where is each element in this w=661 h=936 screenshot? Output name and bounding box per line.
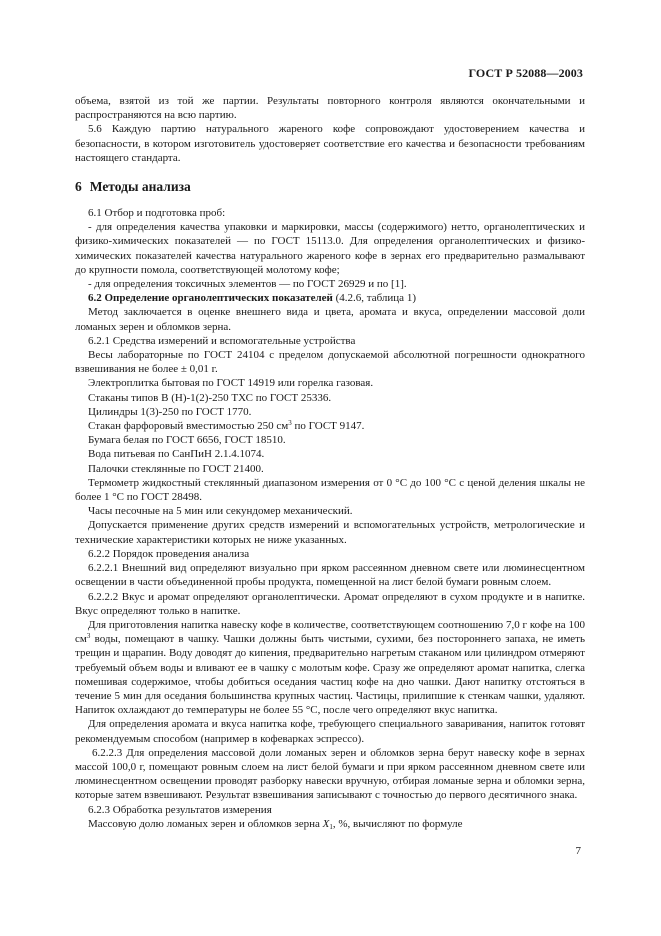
subsection-title: 6.2 Определение органолептических показателей <box>88 292 333 305</box>
paragraph: Электроплитка бытовая по ГОСТ 14919 или горелка газовая. <box>88 377 374 390</box>
paragraph: Метод заключается в оценке внешнего вида и цвета, аромата и вкуса, определении массовой доли ломаных зерен и обломков зерна. <box>75 306 585 333</box>
paragraph <box>75 618 585 717</box>
paragraph: - для определения токсичных элементов — по ГОСТ 26929 и по [1]. <box>88 278 407 291</box>
paragraph: 6.2.2.3 Для определения массовой доли ломаных зерен и обломков зерна берут навеску кофе в зернах массой 100,0 г, помещают ровным слоем на лист белой бумаги и при ярком рассеянном дневном свете или люминесцентном освещении проводят разборку навески вручную, отбирая ломаные зерна и обломки зерна, которые затем взвешивают. Результат взвешивания записывают с точностью до первого десятичного знака. <box>75 746 585 802</box>
paragraph: 6.2.1 Средства измерений и вспомогательные устройства <box>88 334 356 347</box>
paragraph: Стаканы типов В (Н)-1(2)-250 ТХС по ГОСТ 25336. <box>88 391 332 404</box>
paragraph: Часы песочные на 5 мин или секундомер механический. <box>88 505 353 518</box>
paragraph: Допускается применение других средств измерений и вспомогательных устройств, метрологические и технические характеристики которых не ниже указанных. <box>75 519 585 546</box>
paragraph: 6.2.2.2 Вкус и аромат определяют органолептически. Аромат определяют в сухом продукте и в напитке. Вкус определяют только в напитке. <box>75 590 585 617</box>
section-title: Методы анализа <box>89 179 191 195</box>
paragraph: 6.2.3 Обработка результатов измерения <box>88 803 272 816</box>
section-heading <box>75 179 585 195</box>
text-run: Массовую долю ломаных зерен и обломков зерна <box>88 817 323 830</box>
superscript: 3 <box>86 632 91 641</box>
text-run: Для приготовления напитка навеску кофе в количестве, соответствующем соотношению 7,0 г кофе на 100 см <box>75 618 585 646</box>
subscript: 1 <box>329 822 333 831</box>
paragraph: - для определения качества упаковки и маркировки, массы (содержимого) нетто, органолептических и физико-химических показателей — по ГОСТ 15113.0. Для определения органолептических и физико-химических показателей качества натурального жареного кофе в зернах его предварительно размалывают до крупности помола, соответствующей молотому кофе; <box>75 221 585 276</box>
subsection-ref: (4.2.6, таблица 1) <box>332 292 416 305</box>
superscript: 3 <box>288 419 292 428</box>
paragraph: объема, взятой из той же партии. Результаты повторного контроля являются окончательными и распространяются на всю партию. <box>75 95 585 122</box>
paragraph: Палочки стеклянные по ГОСТ 21400. <box>88 462 264 475</box>
document-body <box>75 94 585 831</box>
paragraph: Бумага белая по ГОСТ 6656, ГОСТ 18510. <box>88 434 286 447</box>
text-run: по ГОСТ 9147. <box>291 420 365 433</box>
paragraph: 6.1 Отбор и подготовка проб: <box>88 207 226 220</box>
paragraph <box>75 419 585 433</box>
paragraph <box>75 291 585 305</box>
paragraph: Вода питьевая по СанПиН 2.1.4.1074. <box>88 448 265 461</box>
text-run: Стакан фарфоровый вместимостью 250 см <box>88 420 289 433</box>
paragraph: 6.2.2.1 Внешний вид определяют визуально при ярком рассеянном дневном свете или люминесцентном освещении в части объединенной пробы продукта, помещенной на лист белой бумаги ровным слоем. <box>75 562 585 589</box>
paragraph: Цилиндры 1(3)-250 по ГОСТ 1770. <box>88 405 252 418</box>
paragraph: Весы лабораторные по ГОСТ 24104 с пределом допускаемой абсолютной погрешности однократного взвешивания не более ± 0,01 г. <box>75 349 585 376</box>
formula-variable: X <box>322 817 330 830</box>
page-number: 7 <box>575 845 581 857</box>
standard-header: ГОСТ Р 52088—2003 <box>468 66 583 80</box>
text-run: воды, помещают в чашку. Чашки должны быть чистыми, сухими, без постороннего запаха, не иметь трещин и щарапин. Воду доводят до кипения, предварительно нагретым стаканом или цилиндром отмеряют требуемый объем воды и вливают ее в чашку с молотым кофе. Сразу же определяют аромат напитка, слегка помешивая содержимое, чтобы добиться оседания частиц кофе на дно чашки. Дают напитку отстояться в течение 5 мин для оседания большинства крупных частиц. Частицы, прилипшие к стенкам чашки, удаляют. Напиток охлаждают до температуры не более 55 °С, после чего определяют вкус напитка. <box>75 633 585 717</box>
paragraph: 6.2.2 Порядок проведения анализа <box>88 547 250 560</box>
paragraph: Термометр жидкостный стеклянный диапазоном измерения от 0 °С до 100 °С с ценой деления шкалы не более 1 °С по ГОСТ 28498. <box>75 476 585 504</box>
paragraph: Для определения аромата и вкуса напитка кофе, требующего специального заваривания, напиток готовят рекомендуемым способом (например в кофеварках эспрессо). <box>75 718 585 745</box>
section-number: 6 <box>75 179 82 195</box>
text-run: , %, вычисляют по формуле <box>332 817 463 830</box>
paragraph <box>75 817 585 831</box>
paragraph: 5.6 Каждую партию натурального жареного кофе сопровождают удостоверением качества и безопасности, в котором изготовитель удостоверяет соответствие его качества и безопасности требованиям настоящего стандарта. <box>75 123 585 164</box>
